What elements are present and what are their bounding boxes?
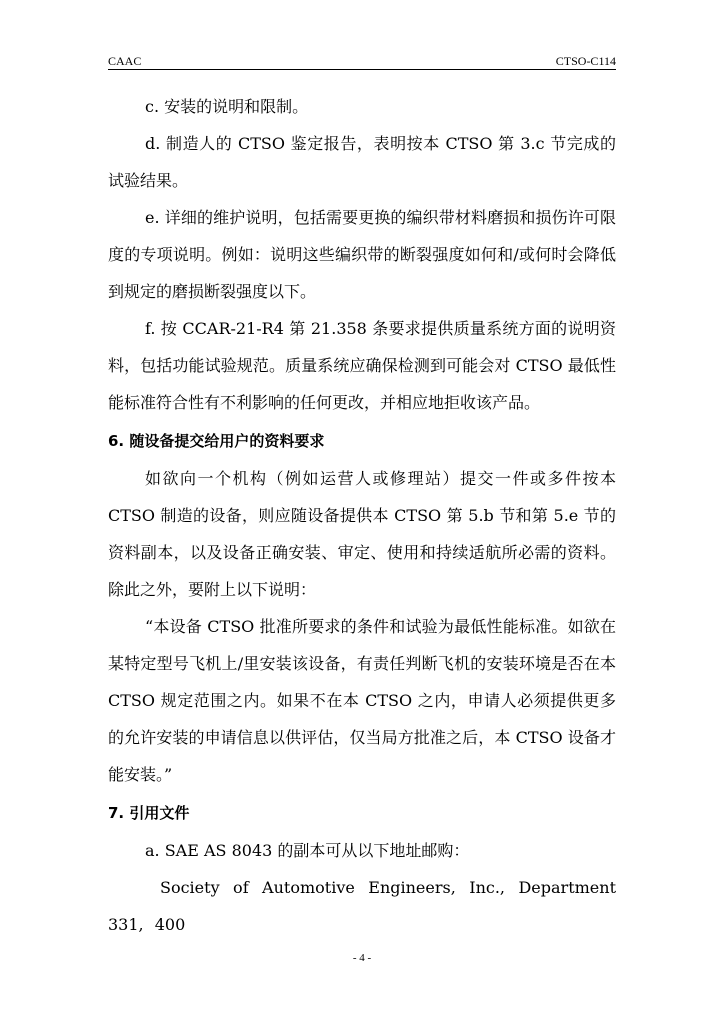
section-6-quote: “本设备 CTSO 批准所要求的条件和试验为最低性能标准。如欲在某特定型号飞机上/里安装该设备，有责任判断飞机的安装环境是否在本 CTSO 规定范围之内。如果不在本 CTSO 之内，申请人必须提供更多的允许安装的申请信息以供评估，仅当局方批准之后，本 CTSO 设备才能安装。” [108,617,616,784]
paragraph-c: c. 安装的说明和限制。 [145,97,309,116]
section-6-body: 如欲向一个机构（例如运营人或修理站）提交一件或多件按本 CTSO 制造的设备，则应随设备提供本 CTSO 第 5.b 节和第 5.e 节的资料副本，以及设备正确安装、审定、使用和持续适航所必需的资料。除此之外，要附上以下说明： [108,469,616,599]
section-7-address: Society of Automotive Engineers, Inc., Department 331, 400 [108,878,616,934]
header-right-doc-id: CTSO-C114 [555,54,616,68]
header-rule [108,69,616,70]
paragraph-f: f. 按 CCAR-21-R4 第 21.358 条要求提供质量系统方面的说明资料，包括功能试验规范。质量系统应确保检测到可能会对 CTSO 最低性能标准符合性有不利影响的任何更改，并相应地拒收该产品。 [108,319,616,412]
paragraph-e: e. 详细的维护说明，包括需要更换的编织带材料磨损和损伤许可限度的专项说明。例如：说明这些编织带的断裂强度如何和/或何时会降低到规定的磨损断裂强度以下。 [108,208,616,301]
section-7-item-a: a. SAE AS 8043 的副本可从以下地址邮购： [145,841,470,860]
header-left-caac: CAAC [108,54,142,68]
page-content [108,88,616,943]
paragraph-d: d. 制造人的 CTSO 鉴定报告，表明按本 CTSO 第 3.c 节完成的试验结果。 [108,134,616,190]
section-6-heading: 6. 随设备提交给用户的资料要求 [108,432,325,450]
page-number: - 4 - [352,952,372,964]
section-7-heading: 7. 引用文件 [108,804,190,822]
page-header [108,52,616,70]
